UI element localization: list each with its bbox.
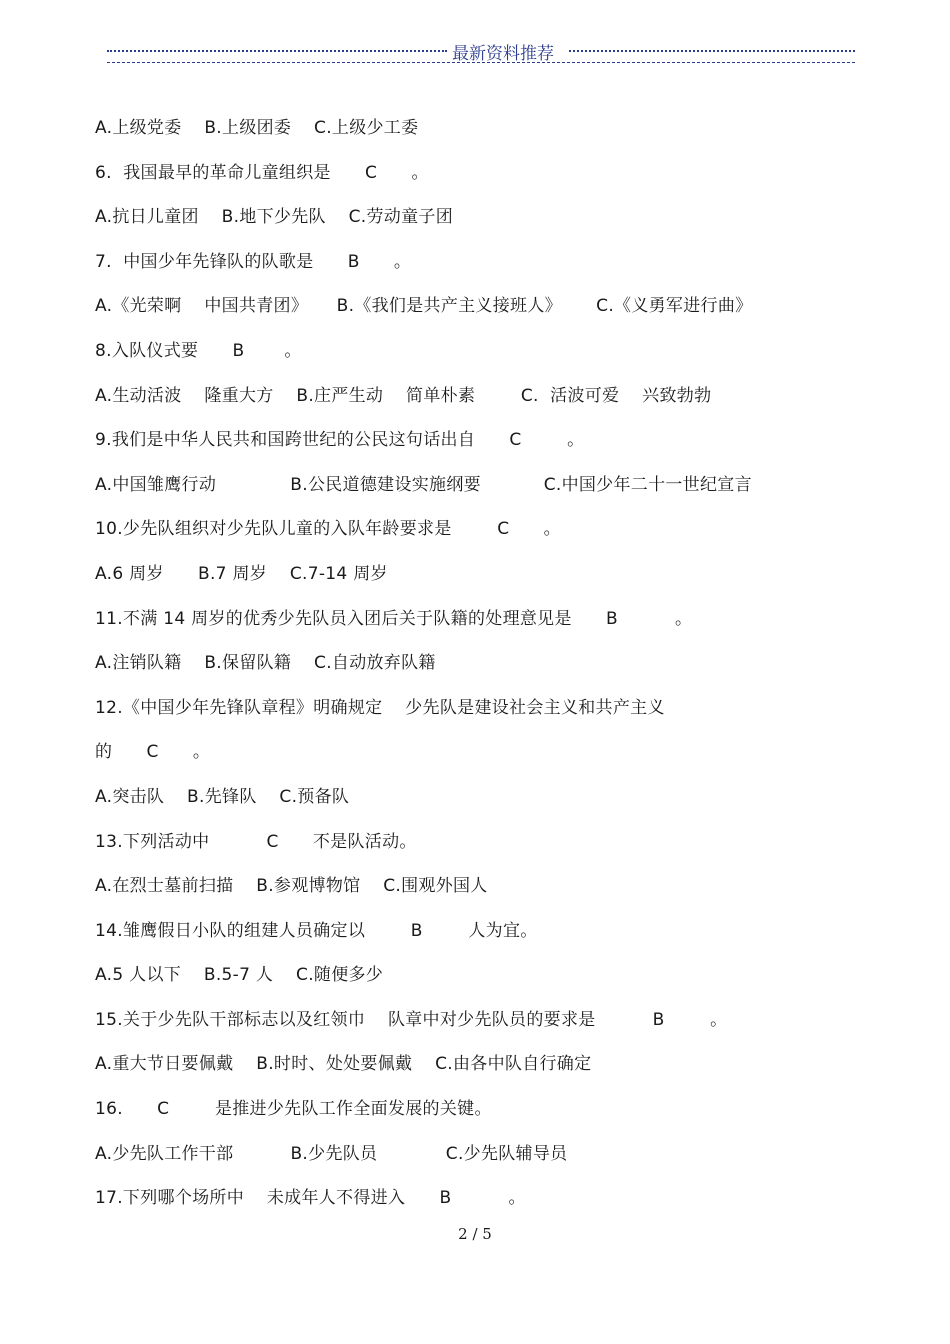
- header-title: 最新资料推荐: [452, 44, 554, 64]
- header-dashed-rule: [107, 62, 855, 63]
- text-line: A.抗日儿童团 B.地下少先队 C.劳动童子团: [95, 207, 454, 228]
- text-line: 16. C 是推进少先队工作全面发展的关键。: [95, 1099, 492, 1120]
- text-line: 9.我们是中华人民共和国跨世纪的公民这句话出自 C 。: [95, 430, 585, 451]
- header-dotted-rule-left: [107, 50, 447, 52]
- text-line: A.少先队工作干部 B.少先队员 C.少先队辅导员: [95, 1143, 568, 1164]
- page-number: 2 / 5: [458, 1225, 492, 1243]
- text-line: 8.入队仪式要 B 。: [95, 340, 302, 361]
- text-line: A.突击队 B.先锋队 C.预备队: [95, 786, 350, 807]
- text-line: A.上级党委 B.上级团委 C.上级少工委: [95, 118, 419, 138]
- text-line: A.注销队籍 B.保留队籍 C.自动放弃队籍: [95, 653, 436, 674]
- text-line: A.5 人以下 B.5-7 人 C.随便多少: [95, 965, 384, 986]
- text-line: A.在烈士墓前扫描 B.参观博物馆 C.围观外国人: [95, 876, 488, 897]
- text-line: 15.关于少先队干部标志以及红领巾 队章中对少先队员的要求是 B 。: [95, 1009, 728, 1030]
- text-line: A.重大节日要佩戴 B.时时、处处要佩戴 C.由各中队自行确定: [95, 1054, 592, 1075]
- text-line: 7. 中国少年先锋队的队歌是 B 。: [95, 251, 412, 272]
- page-header: [107, 36, 855, 66]
- text-line: A.《光荣啊 中国共青团》 B.《我们是共产主义接班人》 C.《义勇军进行曲》: [95, 296, 753, 317]
- text-line: 14.雏鹰假日小队的组建人员确定以 B 人为宜。: [95, 920, 538, 941]
- text-line: A.6 周岁 B.7 周岁 C.7-14 周岁: [95, 563, 388, 584]
- text-line: 10.少先队组织对少先队儿童的入队年龄要求是 C 。: [95, 519, 561, 540]
- text-line: 6. 我国最早的革命儿童组织是 C 。: [95, 162, 429, 183]
- text-line: 的 C 。: [95, 742, 211, 763]
- header-dotted-rule-right: [569, 50, 855, 52]
- text-line: 17.下列哪个场所中 未成年人不得进入 B 。: [95, 1188, 526, 1209]
- text-line: A.中国雏鹰行动 B.公民道德建设实施纲要 C.中国少年二十一世纪宣言: [95, 474, 752, 495]
- text-line: 11.不满 14 周岁的优秀少先队员入团后关于队籍的处理意见是 B 。: [95, 608, 693, 629]
- text-line: 12.《中国少年先锋队章程》明确规定 少先队是建设社会主义和共产主义: [95, 697, 665, 718]
- document-body: [95, 113, 815, 1228]
- text-line: 13.下列活动中 C 不是队活动。: [95, 831, 417, 852]
- text-line: A.生动活波 隆重大方 B.庄严生动 简单朴素 C. 活波可爱 兴致勃勃: [95, 385, 712, 406]
